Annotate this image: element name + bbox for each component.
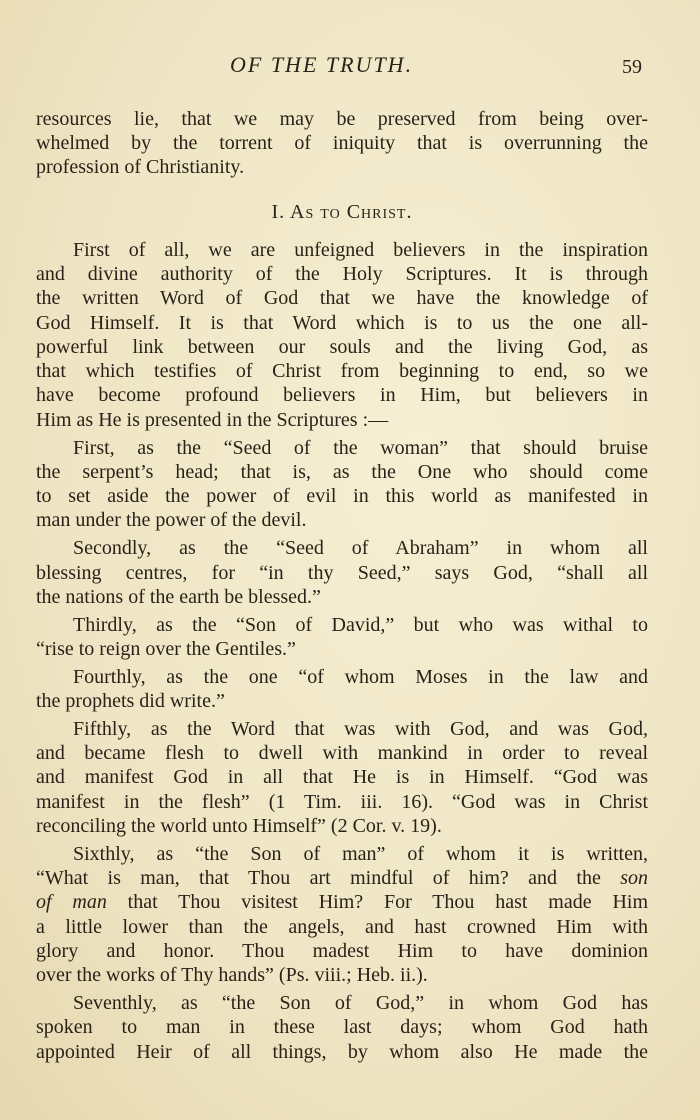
paragraphs bbox=[36, 238, 648, 1064]
text-line: and became flesh to dwell with mankind in order to reveal bbox=[36, 742, 648, 765]
paragraph bbox=[36, 238, 648, 432]
paragraph bbox=[36, 536, 648, 609]
text-line: to set aside the power of evil in this world as manifested in bbox=[36, 485, 648, 508]
text-line: have become profound believers in Him, but believers in bbox=[36, 384, 648, 407]
text-line: whelmed by the torrent of iniquity that is overrunning the bbox=[36, 131, 648, 154]
italic-text: son bbox=[620, 867, 648, 890]
paragraph bbox=[36, 665, 648, 714]
text-line: that which testifies of Christ from beginning to end, so we bbox=[36, 360, 648, 383]
text-line: spoken to man in these last days; whom God hath bbox=[36, 1016, 648, 1039]
text-line: Fourthly, as the one “of whom Moses in the law and bbox=[73, 665, 648, 688]
text-line: Him as He is presented in the Scriptures :— bbox=[36, 408, 389, 431]
text-line: powerful link between our souls and the living God, as bbox=[36, 335, 648, 358]
text-line: and manifest God in all that He is in Himself. “God was bbox=[36, 766, 648, 789]
text-segment: that Thou visitest Him? For Thou hast made Him bbox=[106, 891, 649, 914]
text-line bbox=[36, 890, 648, 914]
text-line: over the works of Thy hands” (Ps. viii.; Heb. ii.). bbox=[36, 964, 428, 987]
text-line: resources lie, that we may be preserved from being over- bbox=[36, 107, 648, 130]
text-line: manifest in the flesh” (1 Tim. iii. 16). “God was in Christ bbox=[36, 790, 648, 813]
paragraph bbox=[36, 107, 648, 180]
italic-text: of man bbox=[36, 891, 107, 914]
running-header bbox=[0, 52, 700, 84]
paragraph bbox=[36, 436, 648, 533]
page-number: 59 bbox=[622, 56, 642, 78]
body-text bbox=[36, 103, 648, 1064]
text-line: First of all, we are unfeigned believers in the inspiration bbox=[73, 238, 648, 261]
running-title: OF THE TRUTH. bbox=[230, 52, 414, 77]
section-heading: I. As to Christ. bbox=[271, 201, 413, 224]
text-line: Sixthly, as “the Son of man” of whom it is written, bbox=[73, 842, 648, 865]
text-line: the prophets did write.” bbox=[36, 690, 225, 713]
text-line: the written Word of God that we have the knowledge of bbox=[36, 287, 648, 310]
text-line: Fifthly, as the Word that was with God, and was God, bbox=[73, 717, 648, 740]
text-line bbox=[36, 866, 648, 890]
text-line: the serpent’s head; that is, as the One who should come bbox=[36, 460, 648, 483]
text-line: a little lower than the angels, and hast crowned Him with bbox=[36, 915, 648, 938]
text-line: glory and honor. Thou madest Him to have dominion bbox=[36, 940, 648, 962]
text-line: reconciling the world unto Himself” (2 Cor. v. 19). bbox=[36, 815, 442, 838]
text-line: appointed Heir of all things, by whom also He made the bbox=[36, 1040, 648, 1063]
paragraph bbox=[36, 717, 648, 838]
text-line: First, as the “Seed of the woman” that should bruise bbox=[73, 436, 648, 459]
text-line: Secondly, as the “Seed of Abraham” in whom all bbox=[73, 537, 648, 560]
paragraph bbox=[36, 842, 648, 988]
paragraph bbox=[36, 991, 648, 1064]
text-line: “rise to reign over the Gentiles.” bbox=[36, 637, 296, 660]
text-line: blessing centres, for “in thy Seed,” says God, “shall all bbox=[36, 561, 648, 584]
text-line: man under the power of the devil. bbox=[36, 509, 307, 532]
text-line: Seventhly, as “the Son of God,” in whom God has bbox=[73, 992, 648, 1015]
text-line: the nations of the earth be blessed.” bbox=[36, 585, 321, 608]
continued-paragraph bbox=[36, 107, 648, 180]
paragraph bbox=[36, 613, 648, 662]
text-line: and divine authority of the Holy Scriptures. It is through bbox=[36, 262, 648, 285]
text-line: Thirdly, as the “Son of David,” but who was withal to bbox=[73, 613, 648, 636]
text-segment: “What is man, that Thou art mindful of him? and the bbox=[36, 867, 621, 890]
text-line: God Himself. It is that Word which is to us the one all- bbox=[36, 311, 648, 334]
text-line: profession of Christianity. bbox=[36, 156, 245, 179]
